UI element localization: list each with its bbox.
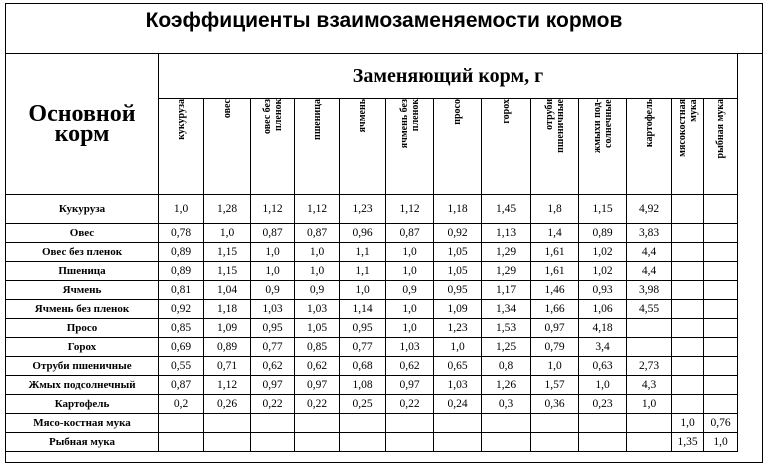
table-cell: 1,61	[531, 243, 579, 262]
table-cell: 0,93	[579, 281, 627, 300]
table-cell: 1,09	[204, 319, 251, 338]
table-cell	[295, 414, 340, 433]
column-header	[704, 99, 738, 195]
table-cell: 0,76	[704, 414, 738, 433]
column-header	[627, 99, 672, 195]
row-label: Картофель	[6, 395, 159, 414]
table-row	[6, 281, 738, 300]
table-cell: 1,0	[386, 262, 434, 281]
table-row	[6, 414, 738, 433]
table-cell: 0,97	[251, 376, 295, 395]
table-cell: 0,3	[482, 395, 531, 414]
table-cell: 3,83	[627, 224, 672, 243]
table-cell: 4,92	[627, 195, 672, 224]
table-row	[6, 300, 738, 319]
table-cell: 0,62	[251, 357, 295, 376]
table-cell: 0,89	[579, 224, 627, 243]
table-cell: 0,96	[340, 224, 386, 243]
table-cell: 0,22	[295, 395, 340, 414]
table-cell: 1,03	[386, 338, 434, 357]
table-cell	[672, 281, 704, 300]
row-label: Отруби пшеничные	[6, 357, 159, 376]
table-cell: 1,61	[531, 262, 579, 281]
column-header	[579, 99, 627, 195]
table-cell: 1,4	[531, 224, 579, 243]
table-cell: 0,92	[159, 300, 204, 319]
table-cell	[672, 338, 704, 357]
table-cell: 1,1	[340, 243, 386, 262]
table-cell	[159, 414, 204, 433]
table-row	[6, 262, 738, 281]
table-cell: 1,12	[251, 195, 295, 224]
table-cell	[340, 414, 386, 433]
table-cell: 1,02	[579, 262, 627, 281]
table-cell	[531, 433, 579, 452]
table-cell: 0,78	[159, 224, 204, 243]
table-cell	[672, 262, 704, 281]
table-cell: 1,0	[295, 262, 340, 281]
table-cell: 0,97	[531, 319, 579, 338]
page-title: Коэффициенты взаимозаменяемости кормов	[6, 4, 762, 54]
table-cell: 1,0	[579, 376, 627, 395]
table-cell: 0,24	[434, 395, 482, 414]
table-cell: 1,18	[204, 300, 251, 319]
table-row	[6, 357, 738, 376]
replacement-feed-header: Заменяющий корм, г	[159, 54, 738, 99]
table-cell: 1,0	[386, 319, 434, 338]
table-cell	[704, 281, 738, 300]
table-cell: 1,0	[386, 243, 434, 262]
table-cell: 4,4	[627, 243, 672, 262]
table-cell: 1,15	[579, 195, 627, 224]
row-label: Просо	[6, 319, 159, 338]
table-cell	[434, 433, 482, 452]
table-cell: 1,17	[482, 281, 531, 300]
table-row	[6, 195, 738, 224]
table-cell: 4,55	[627, 300, 672, 319]
table-cell	[704, 224, 738, 243]
column-header-label: горох	[500, 99, 512, 124]
row-label: Пшеница	[6, 262, 159, 281]
column-header-label: пшеница	[311, 99, 323, 140]
row-label: Жмых подсолнечный	[6, 376, 159, 395]
table-cell	[627, 414, 672, 433]
table-cell: 0,25	[340, 395, 386, 414]
table-cell: 0,89	[204, 338, 251, 357]
row-label: Горох	[6, 338, 159, 357]
table-cell: 1,12	[386, 195, 434, 224]
table-cell: 0,65	[434, 357, 482, 376]
table-cell: 0,87	[386, 224, 434, 243]
table-cell: 1,08	[340, 376, 386, 395]
column-header	[531, 99, 579, 195]
table-cell: 1,0	[204, 224, 251, 243]
table-cell	[672, 195, 704, 224]
spreadsheet	[5, 3, 763, 463]
table-cell: 1,05	[295, 319, 340, 338]
row-label: Кукуруза	[6, 195, 159, 224]
column-header-label: картофель	[643, 99, 655, 148]
table-cell: 1,09	[434, 300, 482, 319]
table-cell	[251, 414, 295, 433]
table-cell: 1,12	[204, 376, 251, 395]
table-cell	[159, 433, 204, 452]
table-body	[6, 195, 738, 452]
table-cell: 0,55	[159, 357, 204, 376]
column-header	[251, 99, 295, 195]
table-cell: 1,29	[482, 243, 531, 262]
table-cell: 1,13	[482, 224, 531, 243]
table-cell: 1,8	[531, 195, 579, 224]
table-cell: 1,0	[672, 414, 704, 433]
table-cell: 3,4	[579, 338, 627, 357]
table-row	[6, 243, 738, 262]
table-cell: 0,68	[340, 357, 386, 376]
table-cell: 0,62	[295, 357, 340, 376]
column-header	[482, 99, 531, 195]
coefficients-table	[5, 53, 738, 452]
table-cell: 1,0	[340, 281, 386, 300]
table-cell: 0,85	[159, 319, 204, 338]
table-cell	[627, 433, 672, 452]
table-cell: 1,57	[531, 376, 579, 395]
table-cell: 0,22	[386, 395, 434, 414]
table-cell	[672, 300, 704, 319]
main-feed-header: Основной корм	[6, 54, 159, 195]
table-cell: 1,23	[434, 319, 482, 338]
row-label: Овес без пленок	[6, 243, 159, 262]
table-cell: 1,34	[482, 300, 531, 319]
table-cell	[204, 414, 251, 433]
table-cell: 0,92	[434, 224, 482, 243]
table-cell	[704, 195, 738, 224]
column-header-label: жмыхи под- солнечные	[591, 99, 614, 153]
column-header	[295, 99, 340, 195]
row-label: Мясо-костная мука	[6, 414, 159, 433]
table-cell	[531, 414, 579, 433]
row-label: Ячмень	[6, 281, 159, 300]
table-cell: 0,85	[295, 338, 340, 357]
table-cell: 1,15	[204, 243, 251, 262]
table-row	[6, 319, 738, 338]
table-cell: 0,2	[159, 395, 204, 414]
table-row	[6, 224, 738, 243]
table-cell: 1,0	[295, 243, 340, 262]
table-cell	[704, 357, 738, 376]
table-cell	[251, 433, 295, 452]
table-cell: 0,87	[251, 224, 295, 243]
table-cell: 0,81	[159, 281, 204, 300]
table-cell: 1,46	[531, 281, 579, 300]
column-header-label: кукуруза	[175, 99, 187, 140]
table-cell: 0,71	[204, 357, 251, 376]
table-cell	[672, 243, 704, 262]
table-cell: 4,3	[627, 376, 672, 395]
table-cell: 3,98	[627, 281, 672, 300]
row-label: Рыбная мука	[6, 433, 159, 452]
table-cell	[340, 433, 386, 452]
table-cell: 0,97	[295, 376, 340, 395]
table-cell	[704, 376, 738, 395]
table-cell: 1,66	[531, 300, 579, 319]
table-cell	[579, 414, 627, 433]
table-cell: 0,8	[482, 357, 531, 376]
table-cell: 0,97	[386, 376, 434, 395]
table-cell: 1,45	[482, 195, 531, 224]
table-row	[6, 433, 738, 452]
table-cell: 1,0	[251, 243, 295, 262]
column-header-label: овес без пленок	[261, 99, 284, 134]
column-header-label: просо	[452, 99, 463, 125]
table-cell	[386, 433, 434, 452]
table-cell: 1,25	[482, 338, 531, 357]
table-cell: 0,9	[295, 281, 340, 300]
table-cell: 0,9	[386, 281, 434, 300]
table-cell: 1,14	[340, 300, 386, 319]
table-cell: 1,0	[251, 262, 295, 281]
table-cell: 0,89	[159, 243, 204, 262]
column-header-label: ячмень без пленок	[398, 99, 421, 149]
table-cell: 0,79	[531, 338, 579, 357]
table-cell: 1,02	[579, 243, 627, 262]
table-cell	[482, 414, 531, 433]
column-header-label: отруби пшеничные	[543, 99, 566, 153]
table-cell: 0,77	[251, 338, 295, 357]
table-cell: 1,0	[434, 338, 482, 357]
table-cell: 0,26	[204, 395, 251, 414]
row-label: Ячмень без пленок	[6, 300, 159, 319]
table-cell: 1,0	[704, 433, 738, 452]
table-cell	[704, 300, 738, 319]
table-cell: 1,04	[204, 281, 251, 300]
table-cell: 1,26	[482, 376, 531, 395]
column-header	[159, 99, 204, 195]
table-cell	[627, 338, 672, 357]
table-cell	[672, 376, 704, 395]
table-cell: 4,4	[627, 262, 672, 281]
column-header-label: рыбная мука	[715, 99, 726, 159]
table-cell	[672, 319, 704, 338]
table-cell: 0,9	[251, 281, 295, 300]
table-cell: 1,0	[386, 300, 434, 319]
table-cell: 0,62	[386, 357, 434, 376]
table-cell	[434, 414, 482, 433]
table-cell: 0,36	[531, 395, 579, 414]
table-cell	[627, 319, 672, 338]
table-cell: 1,28	[204, 195, 251, 224]
table-cell	[704, 319, 738, 338]
table-cell: 1,18	[434, 195, 482, 224]
column-header	[672, 99, 704, 195]
table-cell: 1,05	[434, 243, 482, 262]
table-cell	[704, 395, 738, 414]
table-cell: 4,18	[579, 319, 627, 338]
table-cell: 1,53	[482, 319, 531, 338]
table-cell: 0,87	[295, 224, 340, 243]
table-cell	[386, 414, 434, 433]
table-cell: 0,63	[579, 357, 627, 376]
table-cell	[482, 433, 531, 452]
table-cell: 1,06	[579, 300, 627, 319]
table-cell: 1,0	[159, 195, 204, 224]
table-cell: 1,0	[627, 395, 672, 414]
table-cell: 1,03	[251, 300, 295, 319]
column-header	[386, 99, 434, 195]
row-label: Овес	[6, 224, 159, 243]
table-row	[6, 338, 738, 357]
table-cell: 2,73	[627, 357, 672, 376]
column-header	[340, 99, 386, 195]
table-cell: 1,05	[434, 262, 482, 281]
table-cell: 0,95	[340, 319, 386, 338]
table-cell: 1,03	[434, 376, 482, 395]
table-row	[6, 376, 738, 395]
table-cell	[704, 243, 738, 262]
column-header	[434, 99, 482, 195]
table-cell	[204, 433, 251, 452]
table-cell: 1,03	[295, 300, 340, 319]
table-cell	[672, 357, 704, 376]
table-cell	[672, 224, 704, 243]
table-cell: 0,95	[251, 319, 295, 338]
table-cell	[672, 395, 704, 414]
column-header	[204, 99, 251, 195]
table-cell: 1,0	[531, 357, 579, 376]
column-header-label: овес	[221, 99, 233, 119]
table-cell: 1,23	[340, 195, 386, 224]
table-cell	[579, 433, 627, 452]
table-cell: 1,12	[295, 195, 340, 224]
table-cell: 0,69	[159, 338, 204, 357]
table-cell: 1,15	[204, 262, 251, 281]
table-cell	[295, 433, 340, 452]
table-cell	[704, 262, 738, 281]
table-cell: 1,35	[672, 433, 704, 452]
column-header-label: ячмень	[357, 99, 368, 133]
table-cell: 0,22	[251, 395, 295, 414]
table-cell: 0,23	[579, 395, 627, 414]
table-cell: 1,1	[340, 262, 386, 281]
table-cell	[704, 338, 738, 357]
table-cell: 0,77	[340, 338, 386, 357]
table-cell: 1,29	[482, 262, 531, 281]
table-cell: 0,89	[159, 262, 204, 281]
table-cell: 0,87	[159, 376, 204, 395]
table-row	[6, 395, 738, 414]
table-cell: 0,95	[434, 281, 482, 300]
column-header-label: мясокостная мука	[676, 99, 699, 157]
